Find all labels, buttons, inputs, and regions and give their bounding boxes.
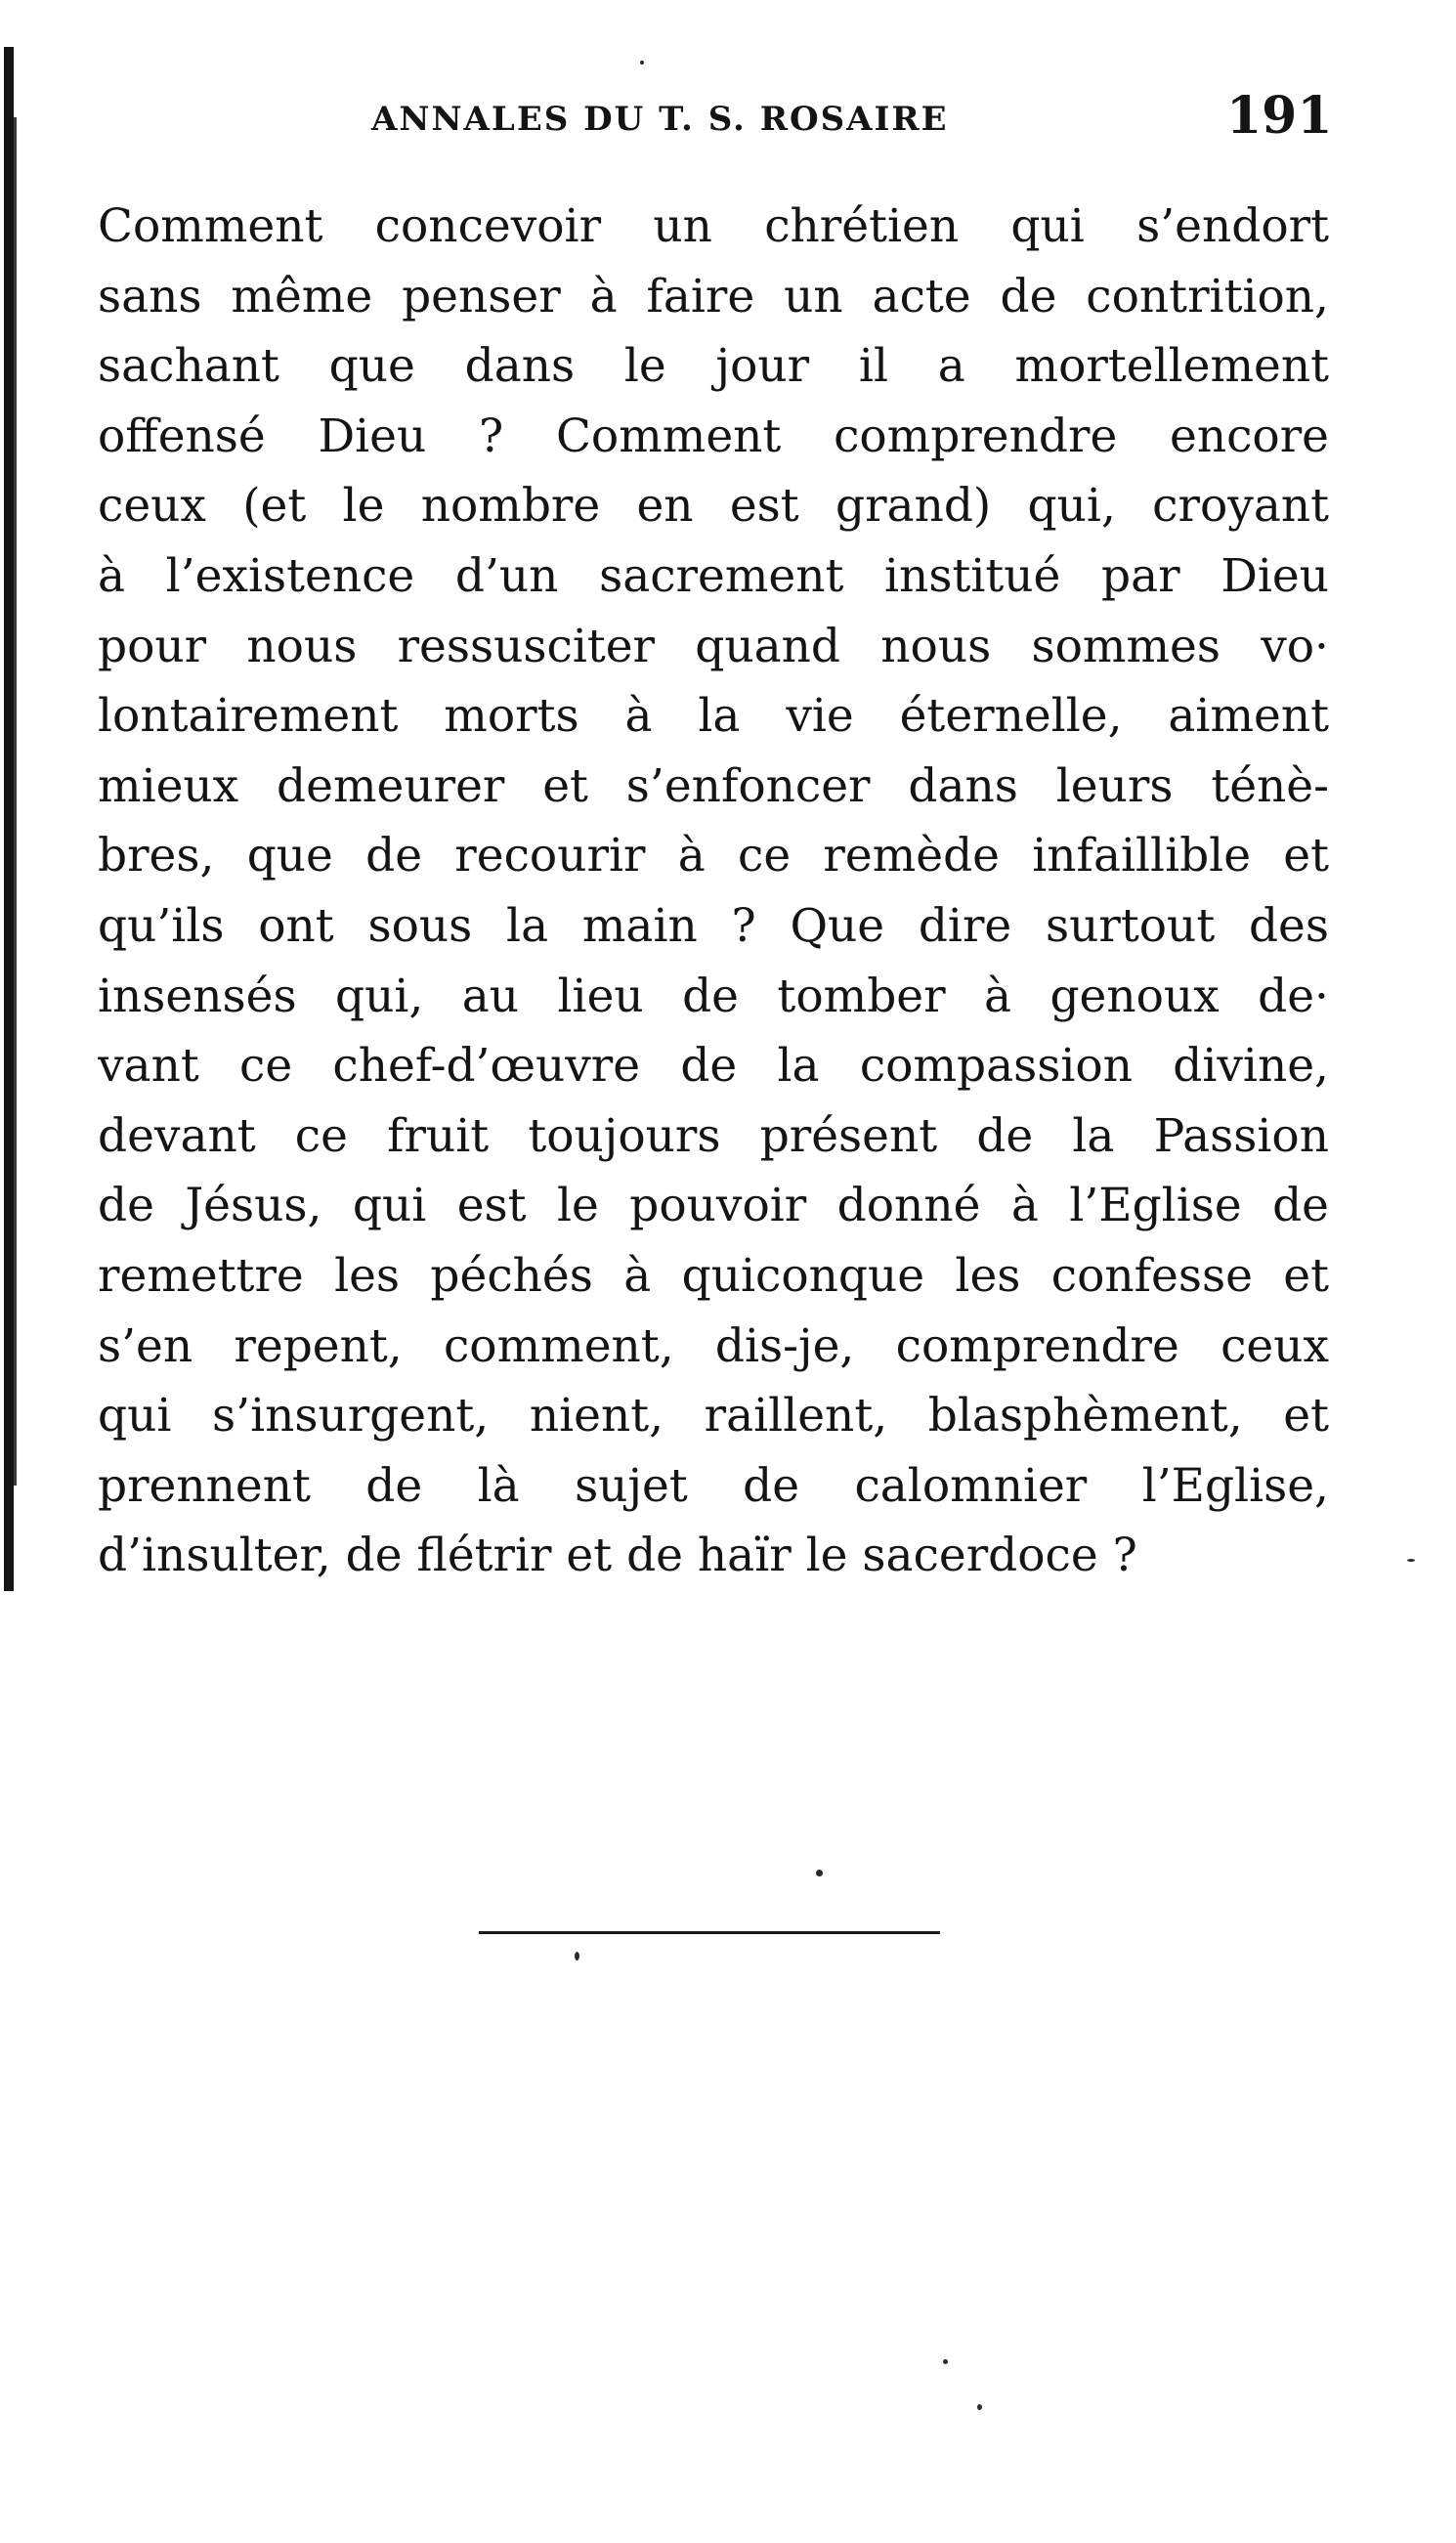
page-number: 191 — [1226, 86, 1333, 146]
text-line: d’insulter, de flétrir et de haïr le sacerdoce ? — [98, 1529, 1137, 1583]
text-line: qui s’insurgent, nient, raillent, blasphèment, et — [98, 1389, 1329, 1444]
text-line: mieux demeurer et s’enfoncer dans leurs ténè- — [98, 758, 1329, 813]
scan-speck — [816, 1870, 823, 1876]
text-line: sachant que dans le jour il a mortellement — [98, 339, 1329, 394]
text-line: devant ce fruit toujours présent de la Passion — [98, 1108, 1329, 1163]
scan-speck — [640, 61, 644, 65]
text-line: lontairement morts à la vie éternelle, aiment — [98, 689, 1329, 744]
text-line: ceux (et le nombre en est grand) qui, croyant — [98, 479, 1329, 534]
text-line: sans même penser à faire un acte de contrition, — [98, 269, 1329, 323]
text-line: pour nous ressusciter quand nous sommes vo· — [98, 619, 1329, 673]
binding-edge-shadow — [14, 117, 17, 1486]
text-line: de Jésus, qui est le pouvoir donné à l’Eglise de — [98, 1179, 1329, 1233]
scan-speck — [575, 1952, 579, 1961]
text-line: insensés qui, au lieu de tomber à genoux de· — [98, 969, 1329, 1023]
text-line: à l’existence d’un sacrement institué par Dieu — [98, 548, 1329, 603]
text-line: remettre les péchés à quiconque les confesse et — [98, 1248, 1329, 1303]
text-line: qu’ils ont sous la main ? Que dire surtout des — [98, 898, 1329, 953]
text-line: Comment concevoir un chrétien qui s’endort — [98, 199, 1329, 253]
end-rule — [479, 1931, 940, 1934]
text-line: bres, que de recourir à ce remède infaillible et — [98, 829, 1329, 884]
scan-speck — [1407, 1559, 1415, 1562]
running-head: ANNALES DU T. S. ROSAIRE — [371, 100, 949, 139]
text-line: prennent de là sujet de calomnier l’Eglise, — [98, 1458, 1329, 1513]
page-header — [0, 86, 1456, 145]
body-paragraph — [98, 192, 1329, 1591]
text-line: offensé Dieu ? Comment comprendre encore — [98, 409, 1329, 463]
binding-edge — [4, 47, 14, 1591]
scan-speck — [943, 2359, 948, 2364]
text-line: s’en repent, comment, dis-je, comprendre ceux — [98, 1318, 1329, 1373]
text-line: vant ce chef-d’œuvre de la compassion divine, — [98, 1039, 1329, 1094]
scan-speck — [977, 2404, 982, 2410]
